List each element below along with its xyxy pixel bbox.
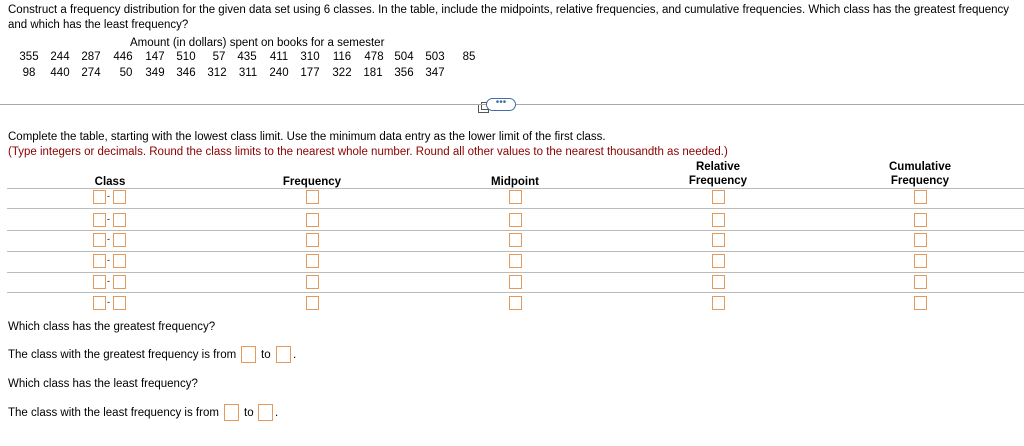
frequency-input[interactable] (306, 213, 319, 227)
data-value: 503 (425, 51, 445, 63)
greatest-from-input[interactable] (241, 346, 256, 363)
table-row-line (7, 251, 1024, 252)
header-midpoint: Midpoint (491, 176, 539, 188)
class-dash: - (107, 297, 110, 307)
relative-frequency-input[interactable] (712, 233, 725, 247)
class-lower-input[interactable] (93, 213, 106, 227)
greatest-period: . (293, 349, 297, 361)
data-table-title: Amount (in dollars) spent on books for a semester (130, 37, 385, 49)
class-lower-input[interactable] (93, 275, 106, 289)
cumulative-frequency-input[interactable] (914, 190, 927, 204)
question-text: Construct a frequency distribution for the given data set using 6 classes. In the table, include the midpoints, relative frequencies, and cumulative frequencies. Which class has the greatest frequency and which has the least frequency? (8, 4, 1010, 31)
least-period: . (275, 407, 279, 419)
class-lower-input[interactable] (93, 190, 106, 204)
data-value: 355 (19, 51, 39, 63)
frequency-input[interactable] (306, 275, 319, 289)
header-cumulative-line1: Cumulative (889, 161, 951, 173)
relative-frequency-input[interactable] (712, 296, 725, 310)
table-row-line (7, 230, 1024, 231)
data-value: 347 (425, 67, 445, 79)
data-value: 446 (113, 51, 133, 63)
data-value: 181 (363, 67, 383, 79)
least-prefix: The class with the least frequency is from (8, 407, 219, 419)
data-value: 177 (300, 67, 320, 79)
data-value: 356 (394, 67, 414, 79)
midpoint-input[interactable] (509, 213, 522, 227)
data-value: 311 (238, 67, 258, 79)
table-row-line (7, 292, 1024, 293)
data-value: 244 (50, 51, 70, 63)
header-relative-line2: Frequency (688, 175, 748, 187)
data-value: 147 (145, 51, 165, 63)
cumulative-frequency-input[interactable] (914, 213, 927, 227)
midpoint-input[interactable] (509, 296, 522, 310)
data-value: 274 (81, 67, 101, 79)
midpoint-input[interactable] (509, 233, 522, 247)
midpoint-input[interactable] (509, 275, 522, 289)
class-lower-input[interactable] (93, 254, 106, 268)
class-upper-input[interactable] (113, 275, 126, 289)
class-lower-input[interactable] (93, 233, 106, 247)
relative-frequency-input[interactable] (712, 254, 725, 268)
least-from-input[interactable] (224, 404, 239, 421)
data-value: 478 (364, 51, 384, 63)
midpoint-input[interactable] (509, 254, 522, 268)
class-dash: - (107, 276, 110, 286)
class-dash: - (107, 191, 110, 201)
hint-text: (Type integers or decimals. Round the class limits to the nearest whole number. Round all other values to the nearest thousandth as needed.) (8, 146, 728, 158)
greatest-prefix: The class with the greatest frequency is from (8, 349, 237, 361)
frequency-input[interactable] (306, 190, 319, 204)
midpoint-input[interactable] (509, 190, 522, 204)
instruction-text: Complete the table, starting with the lowest class limit. Use the minimum data entry as the lower limit of the first class. (8, 131, 606, 143)
data-value: 240 (269, 67, 289, 79)
class-dash: - (107, 255, 110, 265)
data-value: 510 (176, 51, 196, 63)
data-value: 322 (332, 67, 352, 79)
least-to-input[interactable] (258, 404, 273, 421)
data-value: 50 (119, 67, 133, 79)
greatest-to-input[interactable] (276, 346, 291, 363)
class-upper-input[interactable] (113, 254, 126, 268)
data-value: 312 (207, 67, 227, 79)
data-value: 411 (269, 51, 289, 63)
header-cumulative-frequency (872, 160, 968, 188)
data-value: 98 (22, 67, 36, 79)
cumulative-frequency-input[interactable] (914, 233, 927, 247)
frequency-input[interactable] (306, 296, 319, 310)
data-value: 287 (81, 51, 101, 63)
class-upper-input[interactable] (113, 233, 126, 247)
cumulative-frequency-input[interactable] (914, 296, 927, 310)
data-value: 57 (212, 51, 226, 63)
header-class: Class (94, 176, 126, 188)
header-relative-line1: Relative (695, 161, 741, 173)
header-cumulative-line2: Frequency (890, 175, 950, 187)
least-to-label: to (244, 407, 254, 419)
data-value: 440 (50, 67, 70, 79)
frequency-input[interactable] (306, 233, 319, 247)
table-header-line (7, 188, 1024, 189)
data-value: 504 (394, 51, 414, 63)
frequency-input[interactable] (306, 254, 319, 268)
class-lower-input[interactable] (93, 296, 106, 310)
header-frequency: Frequency (282, 176, 342, 188)
table-row-line (7, 208, 1024, 209)
relative-frequency-input[interactable] (712, 190, 725, 204)
data-value: 349 (145, 67, 165, 79)
expand-button[interactable]: ••• (486, 98, 516, 111)
greatest-to-label: to (261, 349, 271, 361)
question-least: Which class has the least frequency? (8, 378, 198, 390)
table-row-line (7, 272, 1024, 273)
class-dash: - (107, 214, 110, 224)
question-greatest: Which class has the greatest frequency? (8, 321, 216, 333)
data-value: 435 (237, 51, 257, 63)
data-value: 116 (332, 51, 352, 63)
data-value: 310 (300, 51, 320, 63)
answer-greatest-line (8, 349, 408, 367)
relative-frequency-input[interactable] (712, 213, 725, 227)
class-upper-input[interactable] (113, 296, 126, 310)
relative-frequency-input[interactable] (712, 275, 725, 289)
answer-least-line (8, 407, 408, 425)
header-relative-frequency (670, 160, 766, 188)
class-dash: - (107, 234, 110, 244)
cumulative-frequency-input[interactable] (914, 254, 927, 268)
class-upper-input[interactable] (113, 190, 126, 204)
data-value: 346 (176, 67, 196, 79)
cumulative-frequency-input[interactable] (914, 275, 927, 289)
class-upper-input[interactable] (113, 213, 126, 227)
data-value: 85 (462, 51, 476, 63)
